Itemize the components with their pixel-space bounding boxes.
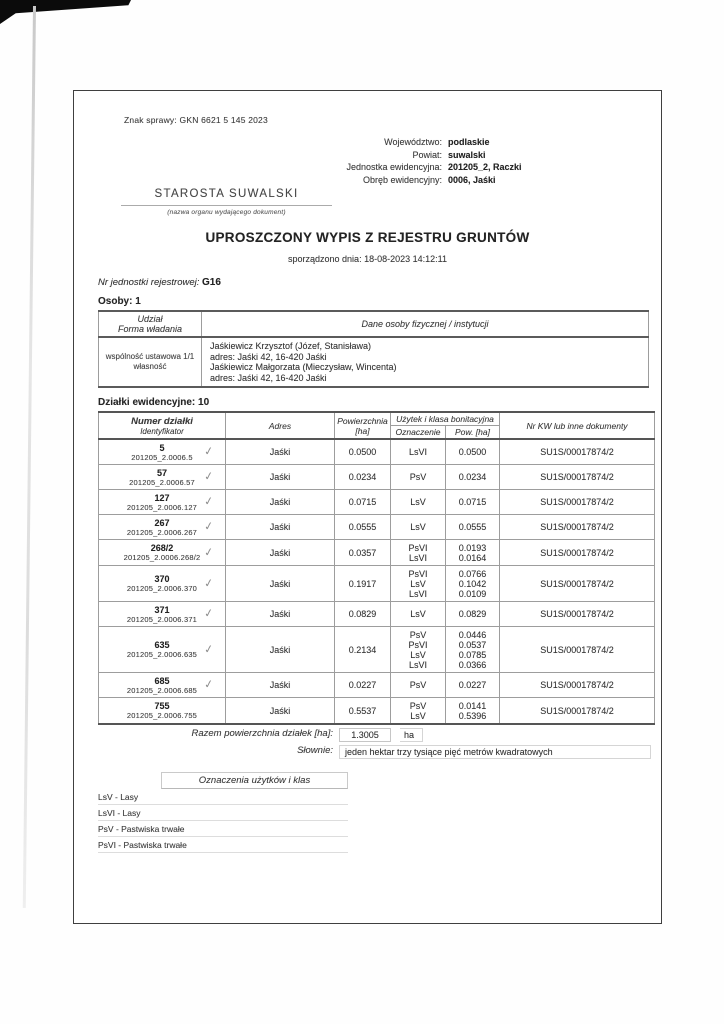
kw-header: Nr KW lub inne dokumenty [500, 412, 655, 439]
parcels-table [98, 411, 655, 725]
class-code: LsV [410, 710, 426, 721]
total-area-row [98, 728, 654, 742]
parcel-area-cell: 0.0829 [335, 602, 391, 627]
parcel-id-header: Identyfikator [140, 426, 184, 436]
class-area: 0.0109 [458, 588, 487, 599]
parcel-number-cell [99, 515, 226, 540]
person-address: adres: Jaśki 42, 16-420 Jaśki [210, 351, 327, 362]
total-area-label: Razem powierzchnia działek [ha]: [191, 728, 333, 739]
parcel-address-cell: Jaśki [226, 566, 335, 602]
parcel-class-areas-cell [446, 627, 500, 673]
parcel-address-cell: Jaśki [226, 465, 335, 490]
parcel-address-cell: Jaśki [226, 602, 335, 627]
class-area: 0.0193 [458, 542, 487, 553]
class-area: 0.0164 [458, 552, 487, 563]
parcel-class-codes-cell [391, 490, 446, 515]
parcel-class-areas-cell [446, 673, 500, 698]
parcel-class-codes-cell [391, 465, 446, 490]
registry-number-line [98, 277, 654, 288]
admin-info-row [274, 162, 522, 175]
admin-info-block [274, 137, 522, 187]
parcel-id: 201205_2.0006.755 [126, 711, 198, 720]
admin-info-label: Jednostka ewidencyjna: [346, 162, 442, 172]
parcel-row [99, 673, 655, 698]
admin-info-label: Obręb ewidencyjny: [362, 174, 442, 185]
parcel-number: 370 [154, 574, 170, 584]
person-address: adres: Jaśki 42, 16-420 Jaśki [210, 372, 327, 383]
parcel-class-areas-cell [446, 490, 500, 515]
parcel-row [99, 515, 655, 540]
parcel-address-cell: Jaśki [226, 698, 335, 725]
total-area-value: 1.3005 [339, 728, 391, 742]
document-title: UPROSZCZONY WYPIS Z REJESTRU GRUNTÓW [205, 230, 530, 245]
class-code: PsV [409, 629, 427, 640]
admin-info-label: Województwo: [384, 137, 442, 147]
parcel-row [99, 602, 655, 627]
parcel-address-cell: Jaśki [226, 515, 335, 540]
parcel-address-cell: Jaśki [226, 627, 335, 673]
parcel-area-cell: 0.1917 [335, 566, 391, 602]
case-number-label: Znak sprawy: [124, 115, 177, 125]
parcel-kw-cell: SU1S/00017874/2 [500, 627, 655, 673]
parcel-class-areas-cell [446, 540, 500, 566]
legend-block [98, 772, 348, 853]
parcel-class-codes-cell [391, 515, 446, 540]
admin-info-row [274, 150, 522, 163]
handwritten-check-icon: ✓ [203, 545, 216, 560]
parcel-number-cell [99, 673, 226, 698]
persons-share-cell [99, 337, 202, 387]
persons-header-row [99, 311, 649, 337]
scan-crease-line [23, 6, 36, 908]
parcel-class-codes-cell [391, 439, 446, 465]
parcel-id: 201205_2.0006.268/2 [123, 553, 201, 562]
total-words-row [98, 745, 654, 759]
parcel-kw-cell: SU1S/00017874/2 [500, 490, 655, 515]
class-area: 0.0715 [458, 497, 487, 507]
person-name: Jaśkiewicz Krzysztof (Józef, Stanisława) [210, 341, 372, 351]
parcel-number-cell [99, 540, 226, 566]
handwritten-check-icon: ✓ [203, 607, 216, 621]
legend-item: LsV - Lasy [98, 789, 348, 805]
parcel-area-cell: 0.0227 [335, 673, 391, 698]
parcels-count-label: Działki ewidencyjne: 10 [98, 397, 210, 408]
parcel-number: 755 [154, 701, 170, 711]
case-number-value: GKN 6621 5 145 2023 [179, 115, 268, 125]
legend-title: Oznaczenia użytków i klas [161, 772, 348, 789]
admin-info-value: 201205_2, Raczki [448, 162, 522, 172]
total-area-unit: ha [400, 728, 423, 742]
parcel-id: 201205_2.0006.5 [131, 452, 193, 462]
area-header [335, 412, 391, 439]
persons-table [98, 310, 649, 388]
class-area: 0.0766 [458, 568, 487, 579]
class-code: LsV [410, 609, 426, 619]
issuer-block [121, 188, 332, 216]
parcel-number-cell [99, 602, 226, 627]
admin-info-row [274, 137, 522, 150]
class-area: 0.0785 [458, 649, 487, 660]
class-area: 0.0234 [458, 472, 487, 482]
handwritten-check-icon: ✓ [203, 470, 216, 484]
total-words-label: Słownie: [297, 745, 333, 756]
class-area: 0.0537 [458, 639, 487, 650]
parcel-kw-cell: SU1S/00017874/2 [500, 602, 655, 627]
parcel-number-cell [99, 627, 226, 673]
issuer-caption: (nazwa organu wydającego dokument) [167, 209, 286, 216]
parcel-class-areas-cell [446, 465, 500, 490]
parcel-row [99, 698, 655, 725]
parcel-number: 267 [154, 517, 170, 528]
class-area-header: Pow. [ha] [446, 426, 500, 440]
area-header-line2: [ha] [355, 425, 370, 436]
class-code: LsV [410, 578, 426, 589]
prepared-date-line: sporządzono dnia: 18-08-2023 14:12:11 [288, 254, 447, 264]
admin-info-row [274, 175, 522, 188]
parcel-number-cell [99, 490, 226, 515]
parcel-class-areas-cell [446, 602, 500, 627]
parcel-row [99, 465, 655, 490]
admin-info-label: Powiat: [412, 149, 442, 160]
parcel-class-codes-cell [391, 627, 446, 673]
class-code: PsV [409, 472, 427, 482]
handwritten-check-icon: ✓ [203, 520, 216, 534]
parcel-row [99, 566, 655, 602]
area-header-line1: Powierzchnia [337, 415, 388, 426]
parcel-row [99, 627, 655, 673]
total-words-value: jeden hektar trzy tysiące pięć metrów kwadratowych [339, 745, 651, 759]
share-type: wspólność ustawowa 1/1 [105, 352, 195, 361]
persons-share-header [99, 311, 202, 337]
parcel-number-header-line1: Numer działki [131, 415, 193, 427]
registry-number-label: Nr jednostki rejestrowej: [98, 277, 200, 288]
persons-share-header-line2: Forma władania [117, 324, 183, 334]
document-page [73, 90, 662, 924]
persons-count-label: Osoby: 1 [98, 296, 141, 307]
parcel-class-areas-cell [446, 515, 500, 540]
parcel-kw-cell: SU1S/00017874/2 [500, 439, 655, 465]
parcel-number: 371 [154, 604, 170, 615]
parcel-kw-cell: SU1S/00017874/2 [500, 673, 655, 698]
parcel-kw-cell: SU1S/00017874/2 [500, 566, 655, 602]
parcels-rows [99, 439, 655, 724]
class-area: 0.0500 [458, 447, 487, 457]
parcel-number-cell [99, 439, 226, 465]
parcel-id: 201205_2.0006.127 [126, 502, 198, 512]
class-code: LsVI [408, 588, 427, 599]
parcel-number: 268/2 [150, 543, 174, 553]
class-code: LsV [410, 497, 426, 507]
document-body [98, 277, 654, 853]
admin-info-value: 0006, Jaśki [448, 174, 496, 185]
class-code: PsVI [408, 568, 428, 579]
parcel-class-areas-cell [446, 439, 500, 465]
scan-corner-artifact [0, 0, 131, 24]
parcel-id: 201205_2.0006.370 [126, 584, 198, 593]
parcel-row [99, 540, 655, 566]
class-code: LsVI [408, 447, 427, 457]
parcel-row [99, 490, 655, 515]
class-code: LsVI [408, 552, 427, 563]
case-number-line [124, 115, 268, 125]
parcel-area-cell: 0.0357 [335, 540, 391, 566]
parcel-kw-cell: SU1S/00017874/2 [500, 698, 655, 725]
parcel-class-codes-cell [391, 673, 446, 698]
parcel-area-cell: 0.0555 [335, 515, 391, 540]
handwritten-check-icon: ✓ [203, 642, 216, 657]
parcel-number: 5 [159, 442, 165, 453]
parcel-address-cell: Jaśki [226, 673, 335, 698]
legend-item: LsVI - Lasy [98, 805, 348, 821]
parcel-class-codes-cell [391, 540, 446, 566]
parcel-number-cell [99, 698, 226, 725]
handwritten-check-icon: ✓ [203, 495, 216, 509]
handwritten-check-icon: ✓ [203, 445, 216, 459]
address-header: Adres [226, 412, 335, 439]
parcel-kw-cell: SU1S/00017874/2 [500, 465, 655, 490]
registry-number-value: G16 [202, 277, 221, 288]
class-code: LsV [410, 649, 426, 660]
parcel-address-cell: Jaśki [226, 439, 335, 465]
persons-data-header: Dane osoby fizycznej / instytucji [202, 311, 649, 337]
parcel-number-header [99, 412, 226, 439]
parcel-class-codes-cell [391, 602, 446, 627]
parcel-number: 635 [154, 640, 170, 650]
admin-info-value: podlaskie [448, 137, 490, 147]
parcel-area-cell: 0.0500 [335, 439, 391, 465]
parcel-class-codes-cell [391, 698, 446, 725]
parcel-number: 57 [156, 467, 167, 478]
parcel-class-areas-cell [446, 566, 500, 602]
parcel-number-cell [99, 566, 226, 602]
parcel-area-cell: 0.0234 [335, 465, 391, 490]
legend-item: PsVI - Pastwiska trwałe [98, 837, 348, 853]
parcel-id: 201205_2.0006.635 [126, 650, 198, 659]
handwritten-check-icon: ✓ [203, 576, 216, 591]
parcel-number: 685 [154, 675, 170, 686]
class-area: 0.1042 [458, 578, 487, 589]
parcel-area-cell: 0.5537 [335, 698, 391, 725]
class-code: LsVI [408, 659, 427, 670]
ownership-type: własność [133, 362, 167, 371]
parcel-kw-cell: SU1S/00017874/2 [500, 515, 655, 540]
parcel-address-cell: Jaśki [226, 540, 335, 566]
class-area: 0.0141 [458, 700, 487, 711]
parcel-row [99, 439, 655, 465]
parcels-header-row-1 [99, 412, 655, 426]
person-name: Jaśkiewicz Małgorzata (Mieczysław, Wincenta) [210, 362, 397, 372]
persons-row [99, 337, 649, 387]
parcel-number-cell [99, 465, 226, 490]
parcel-id: 201205_2.0006.57 [129, 477, 195, 487]
class-code: PsV [409, 700, 427, 711]
class-group-header: Użytek i klasa bonitacyjna [391, 412, 500, 426]
class-area: 0.0227 [458, 680, 487, 690]
parcel-id: 201205_2.0006.685 [126, 685, 198, 695]
parcel-area-cell: 0.2134 [335, 627, 391, 673]
legend-item: PsV - Pastwiska trwałe [98, 821, 348, 837]
parcel-class-codes-cell [391, 566, 446, 602]
class-area: 0.0555 [458, 522, 487, 532]
parcel-id: 201205_2.0006.267 [126, 527, 198, 537]
issuer-name: STAROSTA SUWALSKI [121, 188, 332, 206]
parcel-id: 201205_2.0006.371 [126, 614, 198, 624]
parcel-class-areas-cell [446, 698, 500, 725]
class-code: PsVI [408, 542, 428, 553]
class-code: LsV [410, 522, 426, 532]
parcel-kw-cell: SU1S/00017874/2 [500, 540, 655, 566]
admin-info-value: suwalski [448, 149, 486, 160]
class-designation-header: Oznaczenie [391, 426, 446, 440]
class-area: 0.0446 [458, 629, 487, 640]
parcel-address-cell: Jaśki [226, 490, 335, 515]
handwritten-check-icon: ✓ [203, 678, 216, 692]
class-area: 0.5396 [458, 710, 487, 721]
parcel-area-cell: 0.0715 [335, 490, 391, 515]
persons-data-cell [202, 337, 649, 387]
class-code: PsV [409, 680, 427, 690]
class-area: 0.0829 [458, 609, 487, 619]
class-area: 0.0366 [458, 659, 487, 670]
parcel-number: 127 [154, 492, 170, 503]
persons-share-header-line1: Udział [137, 314, 163, 324]
class-code: PsVI [408, 639, 428, 650]
